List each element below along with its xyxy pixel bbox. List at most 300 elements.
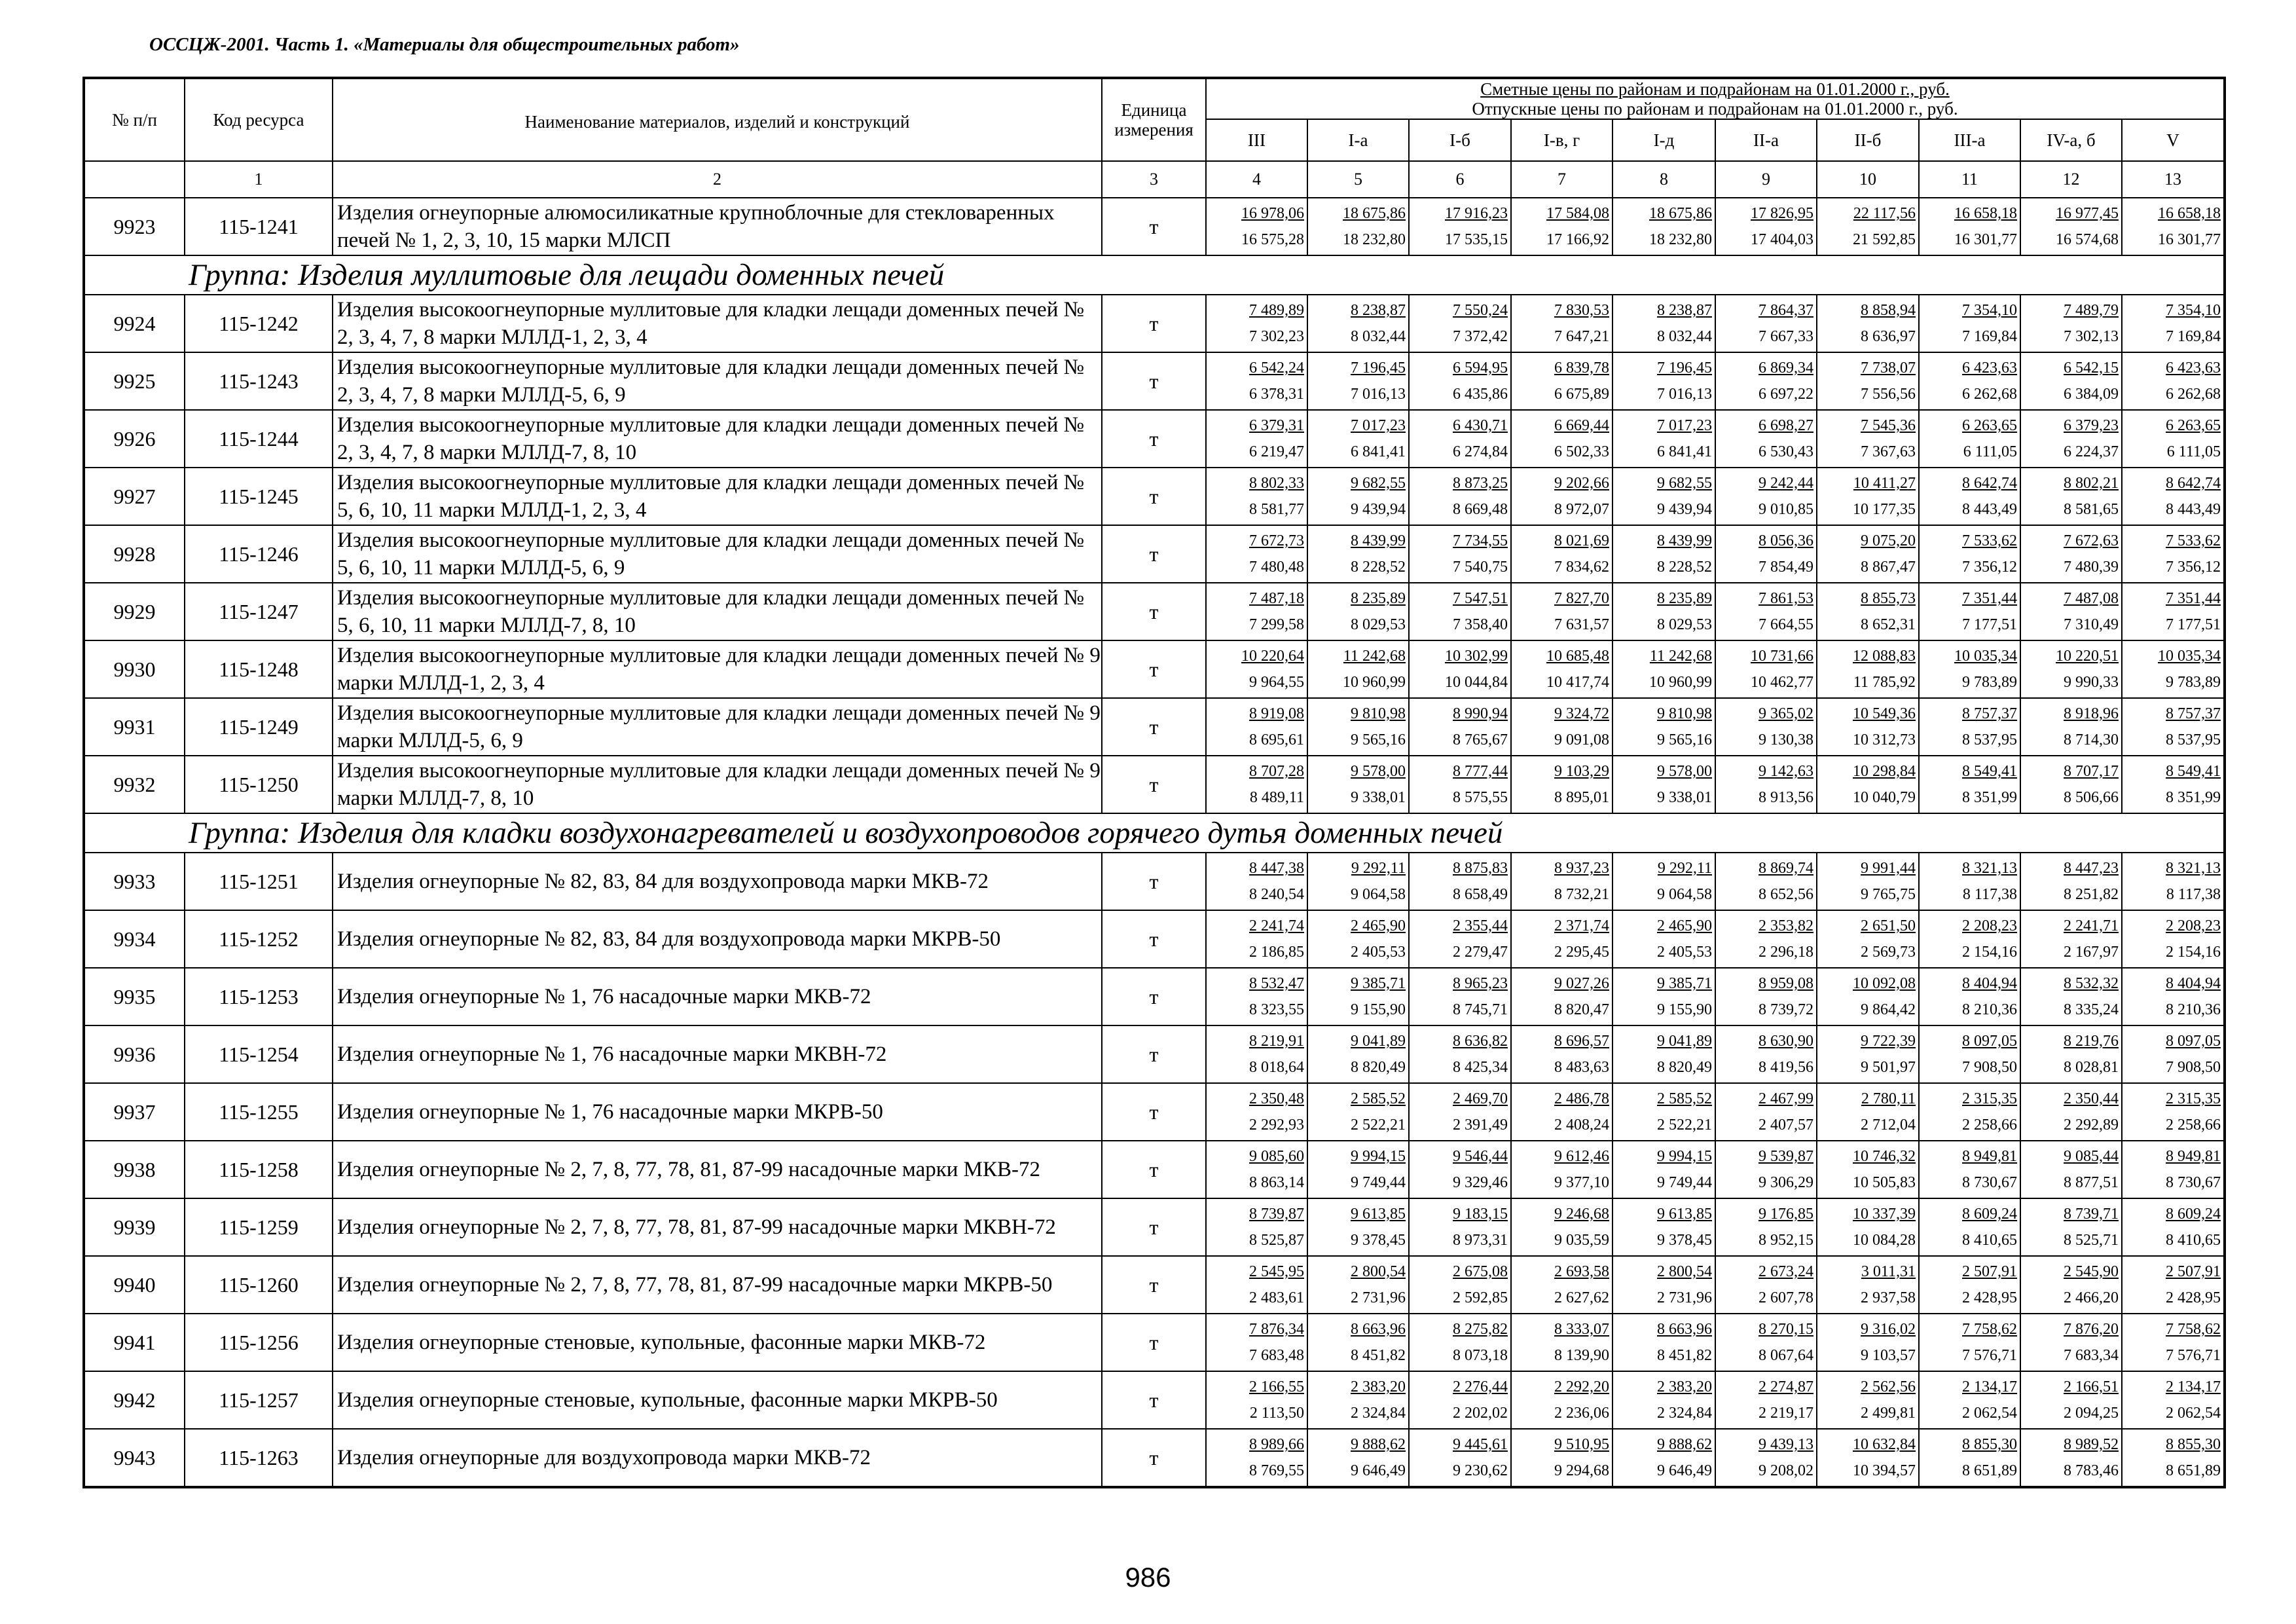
estimate-price: 8 696,57 bbox=[1554, 1033, 1609, 1050]
release-price: 8 067,64 bbox=[1758, 1347, 1813, 1364]
estimate-price: 9 445,61 bbox=[1453, 1436, 1508, 1453]
release-price: 2 592,85 bbox=[1453, 1289, 1508, 1306]
estimate-price: 6 839,78 bbox=[1554, 360, 1609, 377]
price-cell bbox=[1817, 1025, 1919, 1083]
price-cell bbox=[1817, 910, 1919, 968]
release-price: 9 294,68 bbox=[1554, 1462, 1609, 1479]
resource-code: 115-1259 bbox=[185, 1198, 333, 1256]
price-cell bbox=[2020, 910, 2122, 968]
estimate-price: 8 802,21 bbox=[2064, 475, 2119, 492]
estimate-price: 8 965,23 bbox=[1453, 975, 1508, 992]
price-cell bbox=[1307, 1429, 1409, 1487]
item-name: Изделия огнеупорные № 82, 83, 84 для воздухопровода марки МКВ-72 bbox=[333, 853, 1102, 910]
release-price: 10 040,79 bbox=[1853, 789, 1916, 806]
price-cell bbox=[2122, 1256, 2225, 1314]
table-row bbox=[84, 756, 2225, 813]
release-price: 2 428,95 bbox=[2166, 1289, 2221, 1306]
release-price: 8 820,47 bbox=[1554, 1001, 1609, 1018]
estimate-price: 8 447,38 bbox=[1249, 860, 1304, 877]
unit-of-measure: т bbox=[1102, 910, 1206, 968]
price-cell bbox=[1409, 295, 1511, 352]
price-cell bbox=[1817, 352, 1919, 410]
estimate-price: 9 183,15 bbox=[1453, 1206, 1508, 1223]
release-price: 8 525,71 bbox=[2064, 1232, 2119, 1249]
price-cell bbox=[1307, 853, 1409, 910]
header-region: IV-а, б bbox=[2020, 119, 2122, 161]
estimate-price: 7 489,79 bbox=[2064, 302, 2119, 319]
resource-code: 115-1254 bbox=[185, 1025, 333, 1083]
release-price: 7 356,12 bbox=[2166, 559, 2221, 576]
estimate-price: 9 682,55 bbox=[1657, 475, 1712, 492]
page-number: 986 bbox=[1125, 1562, 1171, 1593]
table-row bbox=[84, 910, 2225, 968]
estimate-price: 8 609,24 bbox=[2166, 1206, 2221, 1223]
price-cell bbox=[1511, 198, 1613, 255]
price-cell bbox=[1307, 352, 1409, 410]
unit-of-measure: т bbox=[1102, 1025, 1206, 1083]
price-cell bbox=[1409, 198, 1511, 255]
release-price: 2 186,85 bbox=[1249, 944, 1304, 961]
estimate-price: 6 423,63 bbox=[2166, 360, 2221, 377]
release-price: 2 408,24 bbox=[1554, 1116, 1609, 1134]
item-name: Изделия высокоогнеупорные муллитовые для кладки лещади доменных печей № 5, 6, 10, 11 марки МЛЛД-1, 2, 3, 4 bbox=[333, 468, 1102, 525]
estimate-price: 7 354,10 bbox=[2166, 302, 2221, 319]
column-number: 13 bbox=[2122, 161, 2225, 198]
estimate-price: 7 827,70 bbox=[1554, 590, 1609, 607]
table-row bbox=[84, 968, 2225, 1025]
release-price: 8 425,34 bbox=[1453, 1059, 1508, 1076]
column-number: 8 bbox=[1613, 161, 1715, 198]
release-price: 8 210,36 bbox=[1962, 1001, 2017, 1018]
release-price: 2 569,73 bbox=[1861, 944, 1916, 961]
price-cell bbox=[1307, 1256, 1409, 1314]
release-price: 7 683,34 bbox=[2064, 1347, 2119, 1364]
column-number: 12 bbox=[2020, 161, 2122, 198]
group-row bbox=[84, 813, 2225, 853]
estimate-price: 9 246,68 bbox=[1554, 1206, 1609, 1223]
price-cell bbox=[1817, 1314, 1919, 1371]
estimate-price: 2 166,55 bbox=[1249, 1378, 1304, 1395]
release-price: 9 565,16 bbox=[1657, 731, 1712, 748]
resource-code: 115-1245 bbox=[185, 468, 333, 525]
release-price: 9 765,75 bbox=[1861, 886, 1916, 903]
resource-code: 115-1253 bbox=[185, 968, 333, 1025]
price-cell bbox=[1409, 583, 1511, 640]
release-price: 10 394,57 bbox=[1853, 1462, 1916, 1479]
estimate-price: 7 830,53 bbox=[1554, 302, 1609, 319]
estimate-price: 16 978,06 bbox=[1241, 205, 1304, 222]
price-cell bbox=[2020, 1198, 2122, 1256]
price-cell bbox=[1817, 1083, 1919, 1141]
estimate-price: 7 861,53 bbox=[1758, 590, 1813, 607]
estimate-price: 7 864,37 bbox=[1758, 302, 1813, 319]
row-number: 9941 bbox=[84, 1314, 185, 1371]
price-cell bbox=[1206, 1083, 1307, 1141]
price-cell bbox=[1511, 698, 1613, 756]
unit-of-measure: т bbox=[1102, 1083, 1206, 1141]
release-price: 2 522,21 bbox=[1351, 1116, 1406, 1134]
release-price: 8 730,67 bbox=[1962, 1174, 2017, 1191]
estimate-price: 2 465,90 bbox=[1657, 917, 1712, 934]
release-price: 2 405,53 bbox=[1657, 944, 1712, 961]
release-price: 9 378,45 bbox=[1657, 1232, 1712, 1249]
row-number: 9934 bbox=[84, 910, 185, 968]
price-cell bbox=[2020, 468, 2122, 525]
release-price: 7 367,63 bbox=[1861, 443, 1916, 460]
column-number: 2 bbox=[333, 161, 1102, 198]
estimate-price: 9 041,89 bbox=[1351, 1033, 1406, 1050]
release-price: 7 169,84 bbox=[1962, 328, 2017, 345]
release-price: 10 462,77 bbox=[1751, 674, 1813, 691]
release-price: 16 574,68 bbox=[2056, 231, 2119, 248]
estimate-price: 9 810,98 bbox=[1351, 705, 1406, 722]
estimate-price: 8 270,15 bbox=[1758, 1321, 1813, 1338]
estimate-price: 6 698,27 bbox=[1758, 417, 1813, 434]
price-cell bbox=[1206, 295, 1307, 352]
release-price: 9 130,38 bbox=[1758, 731, 1813, 748]
estimate-price: 8 855,30 bbox=[1962, 1436, 2017, 1453]
price-cell bbox=[1206, 1314, 1307, 1371]
price-cell bbox=[1307, 198, 1409, 255]
release-price: 8 489,11 bbox=[1249, 789, 1304, 806]
release-price: 18 232,80 bbox=[1649, 231, 1712, 248]
price-cell bbox=[1206, 1198, 1307, 1256]
item-name: Изделия высокоогнеупорные муллитовые для кладки лещади доменных печей № 9 марки МЛЛД-1, 2, 3, 4 bbox=[333, 640, 1102, 698]
estimate-price: 8 021,69 bbox=[1554, 532, 1609, 549]
header-prices-release: Отпускные цены по районам и подрайонам на 01.01.2000 г., руб. bbox=[1472, 99, 1958, 119]
release-price: 8 820,49 bbox=[1351, 1059, 1406, 1076]
release-price: 2 154,16 bbox=[2166, 944, 2221, 961]
release-price: 2 258,66 bbox=[1962, 1116, 2017, 1134]
price-cell bbox=[1715, 410, 1817, 468]
estimate-price: 7 196,45 bbox=[1657, 360, 1712, 377]
release-price: 8 029,53 bbox=[1657, 616, 1712, 633]
table-row bbox=[84, 352, 2225, 410]
estimate-price: 7 758,62 bbox=[1962, 1321, 2017, 1338]
release-price: 7 358,40 bbox=[1453, 616, 1508, 633]
estimate-price: 8 937,23 bbox=[1554, 860, 1609, 877]
resource-code: 115-1249 bbox=[185, 698, 333, 756]
release-price: 8 714,30 bbox=[2064, 731, 2119, 748]
estimate-price: 7 876,34 bbox=[1249, 1321, 1304, 1338]
estimate-price: 2 315,35 bbox=[1962, 1090, 2017, 1107]
estimate-price: 2 350,48 bbox=[1249, 1090, 1304, 1107]
item-name: Изделия огнеупорные № 1, 76 насадочные марки МКВ-72 bbox=[333, 968, 1102, 1025]
price-cell bbox=[2122, 853, 2225, 910]
estimate-price: 9 439,13 bbox=[1758, 1436, 1813, 1453]
price-cell bbox=[2122, 1141, 2225, 1198]
release-price: 6 435,86 bbox=[1453, 386, 1508, 403]
estimate-price: 7 550,24 bbox=[1453, 302, 1508, 319]
release-price: 2 292,89 bbox=[2064, 1116, 2119, 1134]
estimate-price: 8 949,81 bbox=[1962, 1148, 2017, 1165]
release-price: 8 973,31 bbox=[1453, 1232, 1508, 1249]
price-cell bbox=[1817, 853, 1919, 910]
price-cell bbox=[2020, 1141, 2122, 1198]
release-price: 8 410,65 bbox=[2166, 1232, 2221, 1249]
release-price: 9 646,49 bbox=[1351, 1462, 1406, 1479]
price-cell bbox=[1715, 640, 1817, 698]
estimate-price: 2 241,71 bbox=[2064, 917, 2119, 934]
group-row bbox=[84, 255, 2225, 295]
release-price: 10 505,83 bbox=[1853, 1174, 1916, 1191]
price-cell bbox=[1409, 968, 1511, 1025]
release-price: 2 466,20 bbox=[2064, 1289, 2119, 1306]
item-name: Изделия огнеупорные для воздухопровода марки МКВ-72 bbox=[333, 1429, 1102, 1487]
estimate-price: 2 315,35 bbox=[2166, 1090, 2221, 1107]
price-cell bbox=[1919, 1256, 2020, 1314]
price-cell bbox=[1307, 1371, 1409, 1429]
release-price: 9 155,90 bbox=[1351, 1001, 1406, 1018]
price-cell bbox=[1511, 968, 1613, 1025]
release-price: 9 377,10 bbox=[1554, 1174, 1609, 1191]
release-price: 8 210,36 bbox=[2166, 1001, 2221, 1018]
price-cell bbox=[1307, 968, 1409, 1025]
release-price: 8 251,82 bbox=[2064, 886, 2119, 903]
price-cell bbox=[2122, 968, 2225, 1025]
estimate-price: 6 263,65 bbox=[2166, 417, 2221, 434]
release-price: 8 351,99 bbox=[2166, 789, 2221, 806]
estimate-price: 7 489,89 bbox=[1249, 302, 1304, 319]
price-cell bbox=[1715, 1198, 1817, 1256]
price-cell bbox=[1613, 756, 1715, 813]
price-cell bbox=[1409, 525, 1511, 583]
estimate-price: 7 738,07 bbox=[1861, 360, 1916, 377]
price-cell bbox=[1715, 468, 1817, 525]
price-cell bbox=[2020, 1256, 2122, 1314]
estimate-price: 9 612,46 bbox=[1554, 1148, 1609, 1165]
table-row bbox=[84, 1141, 2225, 1198]
price-cell bbox=[1715, 910, 1817, 968]
estimate-price: 2 693,58 bbox=[1554, 1263, 1609, 1280]
release-price: 7 302,23 bbox=[1249, 328, 1304, 345]
release-price: 17 166,92 bbox=[1546, 231, 1609, 248]
price-cell bbox=[2020, 968, 2122, 1025]
item-name: Изделия высокоогнеупорные муллитовые для кладки лещади доменных печей № 5, 6, 10, 11 марки МЛЛД-7, 8, 10 bbox=[333, 583, 1102, 640]
release-price: 7 667,33 bbox=[1758, 328, 1813, 345]
estimate-price: 8 333,07 bbox=[1554, 1321, 1609, 1338]
release-price: 9 035,59 bbox=[1554, 1232, 1609, 1249]
price-cell bbox=[1817, 1198, 1919, 1256]
estimate-price: 8 642,74 bbox=[2166, 475, 2221, 492]
price-cell bbox=[1919, 698, 2020, 756]
release-price: 9 208,02 bbox=[1758, 1462, 1813, 1479]
estimate-price: 2 585,52 bbox=[1657, 1090, 1712, 1107]
release-price: 2 296,18 bbox=[1758, 944, 1813, 961]
estimate-price: 9 510,95 bbox=[1554, 1436, 1609, 1453]
estimate-price: 8 802,33 bbox=[1249, 475, 1304, 492]
price-cell bbox=[2020, 698, 2122, 756]
price-cell bbox=[1511, 583, 1613, 640]
item-name: Изделия высокоогнеупорные муллитовые для кладки лещади доменных печей № 2, 3, 4, 7, 8 марки МЛЛД-7, 8, 10 bbox=[333, 410, 1102, 468]
estimate-price: 2 780,11 bbox=[1861, 1090, 1916, 1107]
release-price: 9 103,57 bbox=[1861, 1347, 1916, 1364]
release-price: 2 712,04 bbox=[1861, 1116, 1916, 1134]
price-cell bbox=[2020, 295, 2122, 352]
price-cell bbox=[1715, 1025, 1817, 1083]
estimate-price: 18 675,86 bbox=[1649, 205, 1712, 222]
estimate-price: 10 549,36 bbox=[1853, 705, 1916, 722]
estimate-price: 17 584,08 bbox=[1546, 205, 1609, 222]
price-cell bbox=[1613, 1025, 1715, 1083]
price-cell bbox=[1613, 583, 1715, 640]
price-cell bbox=[1206, 525, 1307, 583]
estimate-price: 10 035,34 bbox=[2158, 648, 2221, 665]
estimate-price: 8 919,08 bbox=[1249, 705, 1304, 722]
resource-code: 115-1242 bbox=[185, 295, 333, 352]
release-price: 2 483,61 bbox=[1249, 1289, 1304, 1306]
estimate-price: 2 166,51 bbox=[2064, 1378, 2119, 1395]
estimate-price: 8 663,96 bbox=[1657, 1321, 1712, 1338]
price-cell bbox=[1715, 583, 1817, 640]
estimate-price: 2 545,95 bbox=[1249, 1263, 1304, 1280]
estimate-price: 8 663,96 bbox=[1351, 1321, 1406, 1338]
table-row bbox=[84, 1025, 2225, 1083]
release-price: 8 895,01 bbox=[1554, 789, 1609, 806]
header-region: II-а bbox=[1715, 119, 1817, 161]
release-price: 2 219,17 bbox=[1758, 1405, 1813, 1422]
release-price: 8 652,31 bbox=[1861, 616, 1916, 633]
estimate-price: 8 235,89 bbox=[1657, 590, 1712, 607]
release-price: 6 378,31 bbox=[1249, 386, 1304, 403]
estimate-price: 6 594,95 bbox=[1453, 360, 1508, 377]
table-row bbox=[84, 468, 2225, 525]
resource-code: 115-1250 bbox=[185, 756, 333, 813]
release-price: 9 378,45 bbox=[1351, 1232, 1406, 1249]
release-price: 2 391,49 bbox=[1453, 1116, 1508, 1134]
group-title: Группа: Изделия для кладки воздухонагревателей и воздухопроводов горячего дутья доменных печей bbox=[185, 813, 2225, 853]
item-name: Изделия огнеупорные № 1, 76 насадочные марки МКВН-72 bbox=[333, 1025, 1102, 1083]
price-cell bbox=[2122, 352, 2225, 410]
estimate-price: 7 487,18 bbox=[1249, 590, 1304, 607]
unit-of-measure: т bbox=[1102, 410, 1206, 468]
estimate-price: 2 585,52 bbox=[1351, 1090, 1406, 1107]
release-price: 8 018,64 bbox=[1249, 1059, 1304, 1076]
resource-code: 115-1247 bbox=[185, 583, 333, 640]
price-cell bbox=[1919, 295, 2020, 352]
estimate-price: 7 017,23 bbox=[1351, 417, 1406, 434]
price-cell bbox=[1307, 525, 1409, 583]
table-row bbox=[84, 1371, 2225, 1429]
row-number: 9940 bbox=[84, 1256, 185, 1314]
release-price: 8 028,81 bbox=[2064, 1059, 2119, 1076]
resource-code: 115-1246 bbox=[185, 525, 333, 583]
release-price: 2 236,06 bbox=[1554, 1405, 1609, 1422]
estimate-price: 9 994,15 bbox=[1657, 1148, 1712, 1165]
price-cell bbox=[1511, 1025, 1613, 1083]
estimate-price: 8 447,23 bbox=[2064, 860, 2119, 877]
release-price: 8 652,56 bbox=[1758, 886, 1813, 903]
resource-code: 115-1251 bbox=[185, 853, 333, 910]
price-cell bbox=[1817, 583, 1919, 640]
price-cell bbox=[1409, 1371, 1511, 1429]
release-price: 6 262,68 bbox=[2166, 386, 2221, 403]
table-row bbox=[84, 525, 2225, 583]
estimate-price: 2 134,17 bbox=[1962, 1378, 2017, 1395]
release-price: 9 749,44 bbox=[1351, 1174, 1406, 1191]
price-cell bbox=[1613, 1429, 1715, 1487]
price-cell bbox=[1511, 1198, 1613, 1256]
price-cell bbox=[1409, 1025, 1511, 1083]
estimate-price: 2 486,78 bbox=[1554, 1090, 1609, 1107]
estimate-price: 8 869,74 bbox=[1758, 860, 1813, 877]
header-region: I-в, г bbox=[1511, 119, 1613, 161]
estimate-price: 7 196,45 bbox=[1351, 360, 1406, 377]
release-price: 8 029,53 bbox=[1351, 616, 1406, 633]
row-number: 9930 bbox=[84, 640, 185, 698]
estimate-price: 7 351,44 bbox=[1962, 590, 2017, 607]
release-price: 10 044,84 bbox=[1445, 674, 1508, 691]
price-cell bbox=[1511, 1429, 1613, 1487]
release-price: 8 658,49 bbox=[1453, 886, 1508, 903]
price-cell bbox=[1511, 410, 1613, 468]
release-price: 7 664,55 bbox=[1758, 616, 1813, 633]
release-price: 7 016,13 bbox=[1351, 386, 1406, 403]
price-cell bbox=[1511, 1314, 1613, 1371]
estimate-price: 7 672,63 bbox=[2064, 532, 2119, 549]
price-cell bbox=[1715, 1314, 1817, 1371]
release-price: 8 581,65 bbox=[2064, 501, 2119, 518]
price-cell bbox=[1919, 910, 2020, 968]
release-price: 8 972,07 bbox=[1554, 501, 1609, 518]
release-price: 2 428,95 bbox=[1962, 1289, 2017, 1306]
estimate-price: 2 562,56 bbox=[1861, 1378, 1916, 1395]
price-cell bbox=[2122, 756, 2225, 813]
item-name: Изделия огнеупорные № 1, 76 насадочные марки МКРВ-50 bbox=[333, 1083, 1102, 1141]
unit-of-measure: т bbox=[1102, 352, 1206, 410]
price-cell bbox=[1307, 410, 1409, 468]
price-cell bbox=[1919, 410, 2020, 468]
release-price: 10 177,35 bbox=[1853, 501, 1916, 518]
release-price: 8 765,67 bbox=[1453, 731, 1508, 748]
resource-code: 115-1258 bbox=[185, 1141, 333, 1198]
resource-code: 115-1241 bbox=[185, 198, 333, 255]
estimate-price: 2 353,82 bbox=[1758, 917, 1813, 934]
row-number: 9939 bbox=[84, 1198, 185, 1256]
estimate-price: 8 219,76 bbox=[2064, 1033, 2119, 1050]
release-price: 6 530,43 bbox=[1758, 443, 1813, 460]
price-cell bbox=[1206, 1256, 1307, 1314]
row-number: 9935 bbox=[84, 968, 185, 1025]
estimate-price: 7 354,10 bbox=[1962, 302, 2017, 319]
estimate-price: 9 085,60 bbox=[1249, 1148, 1304, 1165]
price-cell bbox=[2122, 698, 2225, 756]
estimate-price: 8 056,36 bbox=[1758, 532, 1813, 549]
estimate-price: 9 142,63 bbox=[1758, 763, 1813, 780]
estimate-price: 2 545,90 bbox=[2064, 1263, 2119, 1280]
estimate-price: 8 858,94 bbox=[1861, 302, 1916, 319]
release-price: 8 537,95 bbox=[2166, 731, 2221, 748]
price-cell bbox=[1613, 352, 1715, 410]
estimate-price: 6 379,31 bbox=[1249, 417, 1304, 434]
item-name: Изделия высокоогнеупорные муллитовые для кладки лещади доменных печей № 9 марки МЛЛД-7, 8, 10 bbox=[333, 756, 1102, 813]
price-cell bbox=[1715, 352, 1817, 410]
estimate-price: 8 636,82 bbox=[1453, 1033, 1508, 1050]
release-price: 6 274,84 bbox=[1453, 443, 1508, 460]
release-price: 6 841,41 bbox=[1351, 443, 1406, 460]
estimate-price: 2 651,50 bbox=[1861, 917, 1916, 934]
price-cell bbox=[1715, 968, 1817, 1025]
price-cell bbox=[1817, 295, 1919, 352]
unit-of-measure: т bbox=[1102, 698, 1206, 756]
release-price: 2 522,21 bbox=[1657, 1116, 1712, 1134]
price-cell bbox=[1409, 352, 1511, 410]
release-price: 9 064,58 bbox=[1351, 886, 1406, 903]
estimate-price: 7 734,55 bbox=[1453, 532, 1508, 549]
estimate-price: 11 242,68 bbox=[1649, 648, 1712, 665]
release-price: 8 139,90 bbox=[1554, 1347, 1609, 1364]
price-cell bbox=[1613, 853, 1715, 910]
